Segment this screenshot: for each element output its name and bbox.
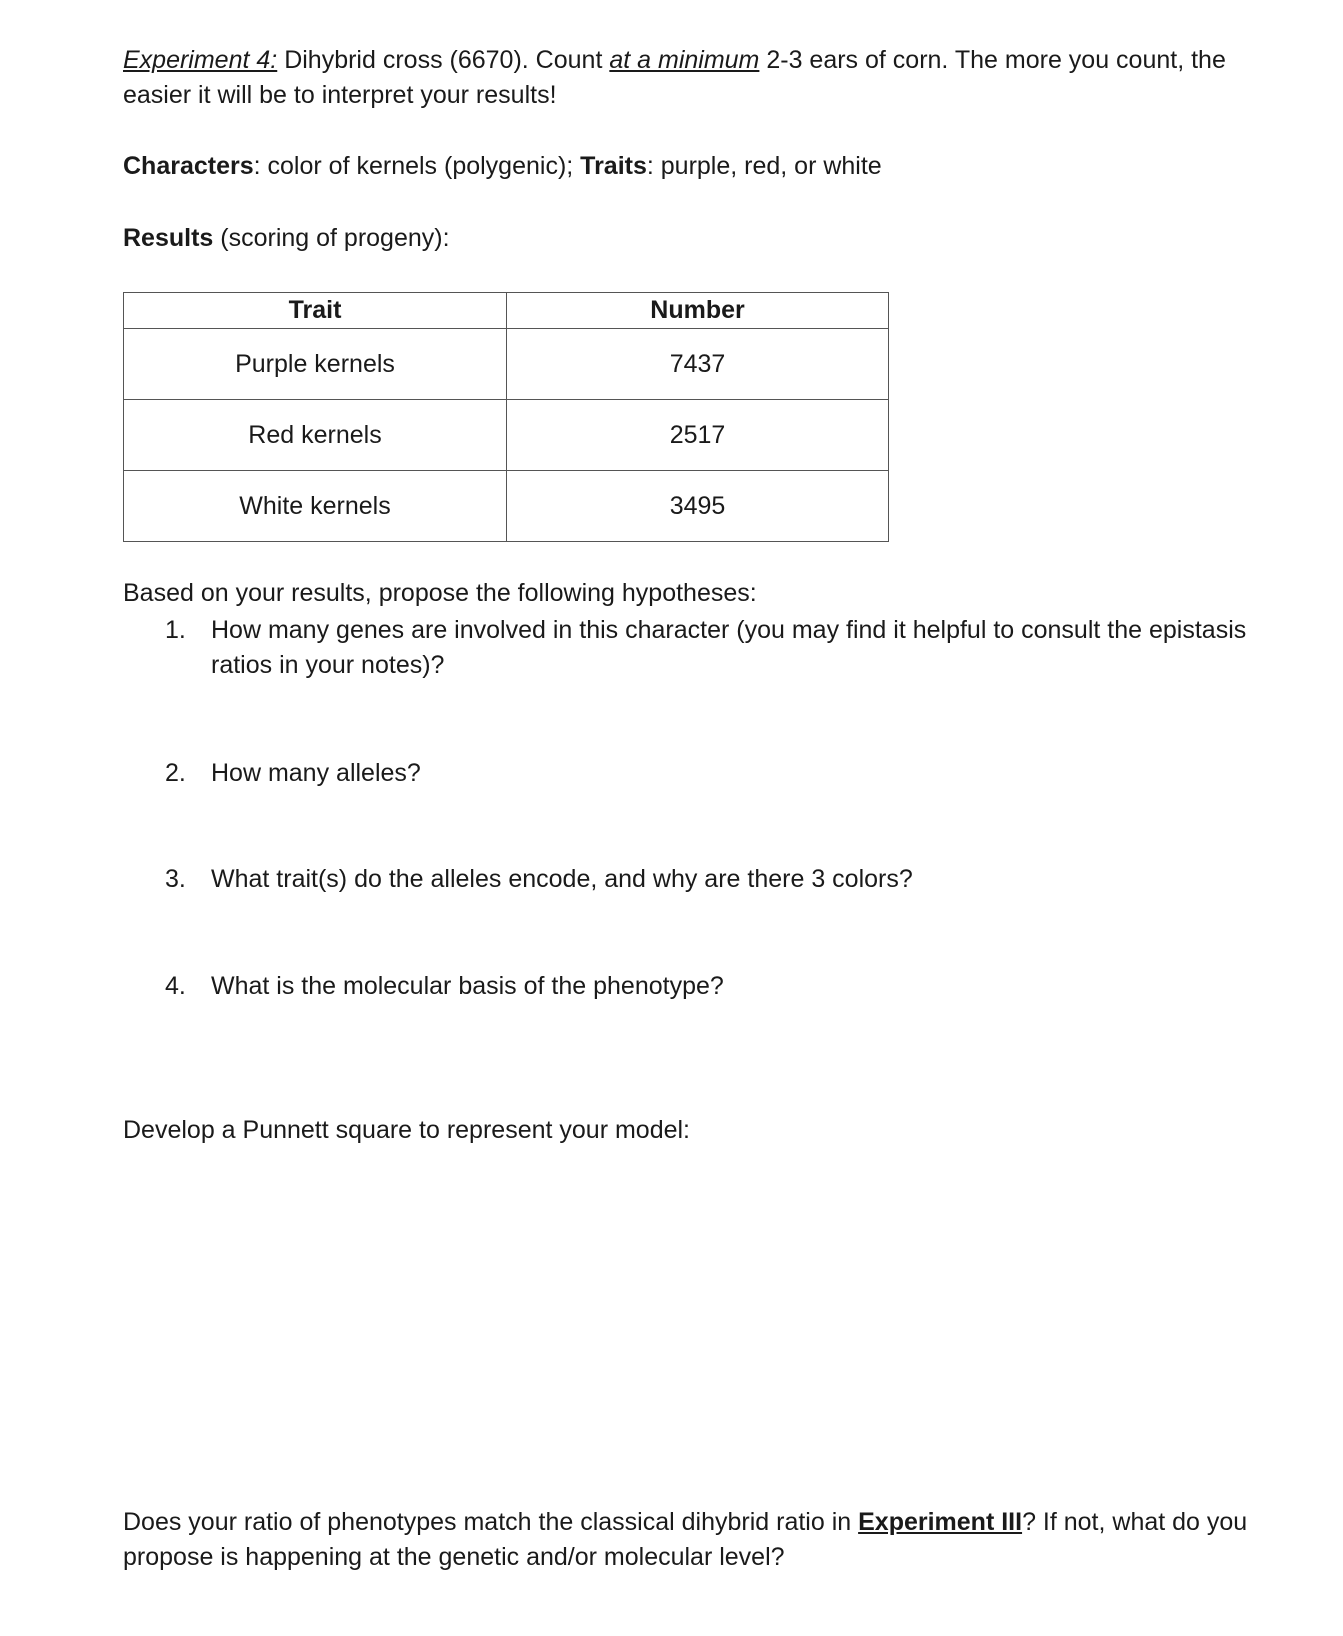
table-header-number: Number xyxy=(507,293,889,329)
table-header-row xyxy=(124,293,889,329)
punnett-prompt: Develop a Punnett square to represent your model: xyxy=(123,1116,691,1144)
final-question xyxy=(123,1505,1253,1575)
table-row xyxy=(124,329,889,400)
table-cell-number: 3495 xyxy=(507,471,889,542)
question-item xyxy=(165,613,1265,683)
intro-text-2: 2-3 ears of corn. The more you count, the easier it will be to interpret your results! xyxy=(123,46,1226,109)
traits-label: Traits xyxy=(580,152,647,180)
question-number: 2. xyxy=(165,759,186,787)
table-cell-trait: Purple kernels xyxy=(124,329,507,400)
question-item xyxy=(165,862,1265,897)
experiment-label: Experiment 4: xyxy=(123,46,278,74)
results-heading xyxy=(123,221,450,256)
question-text: What is the molecular basis of the phenotype? xyxy=(211,972,724,1000)
final-text-2: ? If not, what do you propose is happening at the genetic and/or molecular level? xyxy=(123,1508,1248,1571)
final-text-1: Does your ratio of phenotypes match the classical dihybrid ratio in xyxy=(123,1508,859,1536)
table-row xyxy=(124,400,889,471)
traits-value: : purple, red, or white xyxy=(646,152,882,180)
characters-label: Characters xyxy=(123,152,254,180)
results-text: (scoring of progeny): xyxy=(213,224,450,252)
results-table xyxy=(123,292,889,542)
question-item xyxy=(165,756,1265,791)
table-header-trait: Trait xyxy=(124,293,507,329)
experiment-iii-link: Experiment III xyxy=(858,1508,1023,1536)
intro-paragraph xyxy=(123,43,1243,113)
question-item xyxy=(165,969,1265,1004)
question-text: What trait(s) do the alleles encode, and why are there 3 colors? xyxy=(211,865,913,893)
question-text: How many alleles? xyxy=(211,759,421,787)
table-cell-number: 2517 xyxy=(507,400,889,471)
table-cell-number: 7437 xyxy=(507,329,889,400)
characters-line xyxy=(123,149,882,184)
question-number: 3. xyxy=(165,865,186,893)
intro-text-1: Dihybrid cross (6670). Count xyxy=(277,46,610,74)
hypotheses-intro: Based on your results, propose the following hypotheses: xyxy=(123,579,757,607)
results-label: Results xyxy=(123,224,214,252)
characters-value: : color of kernels (polygenic); xyxy=(253,152,581,180)
question-number: 4. xyxy=(165,972,186,1000)
table-cell-trait: White kernels xyxy=(124,471,507,542)
question-number: 1. xyxy=(165,616,186,644)
question-text: How many genes are involved in this character (you may find it helpful to consult the epistasis ratios in your notes)? xyxy=(211,616,1247,679)
table-cell-trait: Red kernels xyxy=(124,400,507,471)
table-row xyxy=(124,471,889,542)
intro-emphasis: at a minimum xyxy=(609,46,760,74)
